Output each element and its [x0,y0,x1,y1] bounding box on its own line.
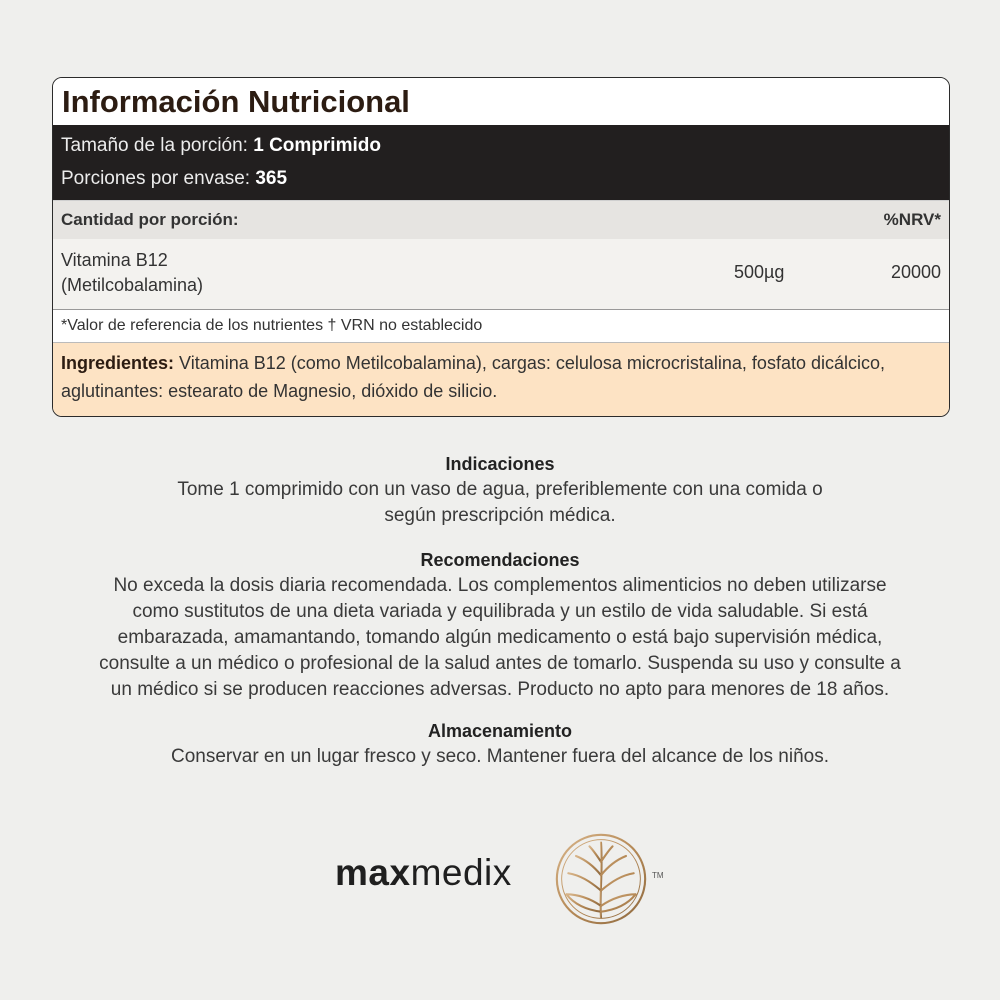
brand-wordmark [335,852,512,894]
recommendations-section [40,547,960,703]
brand-name-light: medix [410,852,512,893]
nutrient-name-line1: Vitamina B12 [61,250,168,270]
reference-note: *Valor de referencia de los nutrientes † VRN no establecido [53,309,949,342]
serving-size-label: Tamaño de la porción: [61,135,248,156]
servings-label: Porciones por envase: [61,168,251,189]
storage-section [40,718,960,770]
amount-header-row [53,200,949,239]
recommendations-heading: Recomendaciones [420,550,580,570]
indications-line: Tome 1 comprimido con un vaso de agua, preferiblemente con una comida o [177,479,823,500]
serving-size-value: 1 Comprimido [253,135,381,156]
ingredients [53,342,949,417]
nrv-header: %NRV* [883,210,941,229]
recommendations-line: un médico si se producen reacciones adversas. Producto no apto para menores de 18 años. [110,679,890,700]
nutrient-name-line2: (Metilcobalamina) [61,275,204,295]
brand-name-bold: max [335,852,411,893]
recommendations-line: embarazada, amamantando, tomando algún medicamento o está bajo supervisión médica, [117,627,883,648]
serving-info [53,125,949,200]
ingredients-label: Ingredientes: [61,353,175,373]
nutrient-name [61,248,361,298]
storage-line: Conservar en un lugar fresco y seco. Mantener fuera del alcance de los niños. [171,746,829,767]
leaf-circle-emblem-icon [553,831,649,927]
trademark-mark: TM [652,871,664,880]
nutrition-panel [52,77,950,417]
storage-heading: Almacenamiento [427,721,573,741]
servings-value: 365 [255,168,288,189]
panel-title: Información Nutricional [53,78,949,125]
indications-section [40,451,960,529]
amount-header: Cantidad por porción: [61,210,239,229]
nutrient-row [53,239,949,309]
indications-heading: Indicaciones [445,454,555,474]
indications-line: según prescripción médica. [384,505,616,526]
nutrient-nrv: 20000 [890,262,941,282]
recommendations-line: consulte a un médico o profesional de la salud antes de tomarlo. Suspenda su uso y consulte a [99,653,901,674]
servings-per-container [61,162,949,195]
recommendations-line: como sustitutos de una dieta variada y equilibrada y un estilo de vida saludable. Si está [132,601,868,622]
recommendations-line: No exceda la dosis diaria recomendada. Los complementos alimenticios no deben utilizarse [113,575,887,596]
nutrient-amount: 500µg [734,262,785,282]
ingredients-text: Vitamina B12 (como Metilcobalamina), cargas: celulosa microcristalina, fosfato dicálcico, aglutinantes: estearato de Magnesio, dióxido de silicio. [61,353,885,401]
serving-size [61,125,949,162]
